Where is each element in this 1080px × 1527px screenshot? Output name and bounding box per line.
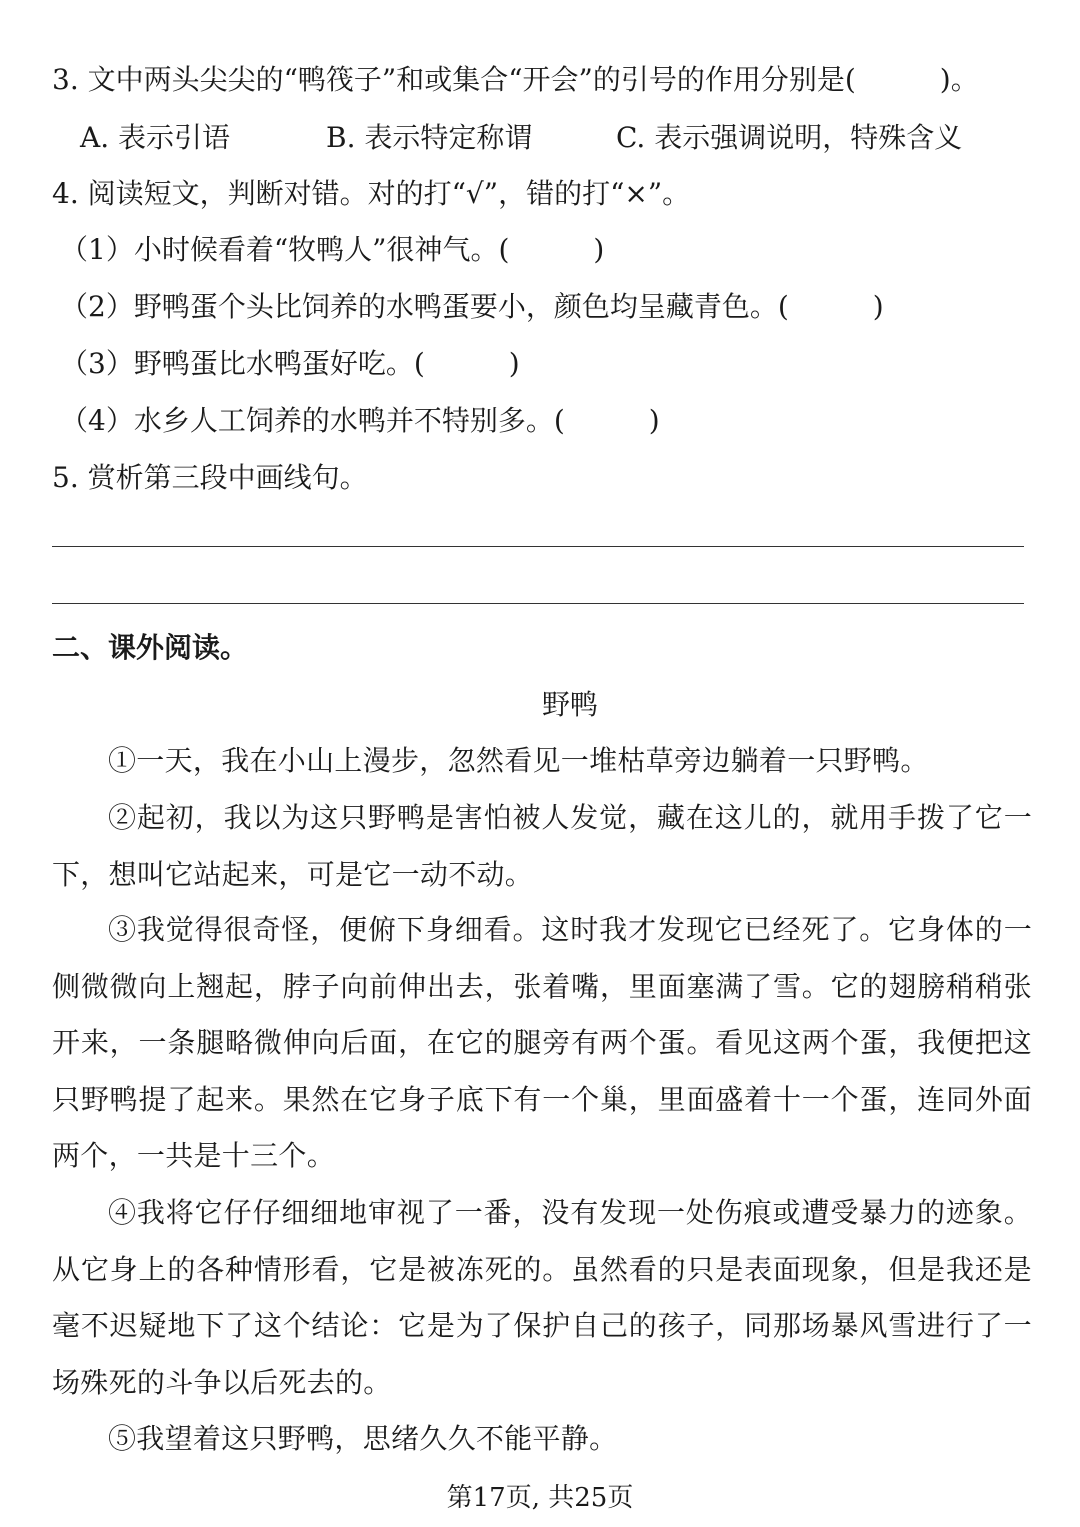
- answer-line-2: [52, 603, 1024, 604]
- passage-paragraph-1: ①一天，我在小山上漫步，忽然看见一堆枯草旁边躺着一只野鸭。: [108, 744, 929, 777]
- passage-title: 野鸭: [541, 688, 598, 721]
- question-4-item-1: （1）小时候看着“牧鸭人”很神气。( ): [60, 233, 605, 266]
- question-5: 5. 赏析第三段中画线句。: [52, 461, 368, 494]
- passage-paragraph-2: ②起初，我以为这只野鸭是害怕被人发觉，藏在这儿的，就用手拨了它一下，想叫它站起来，可是它一动不动。: [52, 801, 1032, 891]
- answer-line-1: [52, 546, 1024, 547]
- question-3-option-c: C. 表示强调说明，特殊含义: [616, 121, 963, 154]
- section-heading: 二、课外阅读。: [52, 631, 249, 664]
- question-3-option-b: B. 表示特定称谓: [326, 121, 533, 154]
- passage-paragraph-5: ⑤我望着这只野鸭，思绪久久不能平静。: [108, 1422, 618, 1455]
- question-4-item-2: （2）野鸭蛋个头比饲养的水鸭蛋要小，颜色均呈藏青色。( ): [60, 290, 884, 323]
- page-number: 第17页, 共25页: [446, 1483, 634, 1513]
- passage-paragraph-4: ④我将它仔仔细细地审视了一番，没有发现一处伤痕或遭受暴力的迹象。从它身上的各种情形看，它是被冻死的。虽然看的只是表面现象，但是我还是毫不迟疑地下了这个结论：它是为了保护自己的孩子，同那场暴风雪进行了一场殊死的斗争以后死去的。: [52, 1196, 1032, 1399]
- question-3-option-a: A. 表示引语: [80, 121, 231, 154]
- question-4-item-4: （4）水乡人工饲养的水鸭并不特别多。( ): [60, 404, 660, 437]
- question-3: 3. 文中两头尖尖的“鸭筏子”和或集合“开会”的引号的作用分别是( )。: [52, 63, 979, 96]
- question-4: 4. 阅读短文，判断对错。对的打“√”，错的打“×”。: [52, 177, 691, 210]
- question-4-item-3: （3）野鸭蛋比水鸭蛋好吃。( ): [60, 347, 520, 380]
- passage-paragraph-3: ③我觉得很奇怪，便俯下身细看。这时我才发现它已经死了。它身体的一侧微微向上翘起，脖子向前伸出去，张着嘴，里面塞满了雪。它的翅膀稍稍张开来，一条腿略微伸向后面，在它的腿旁有两个蛋。看见这两个蛋，我便把这只野鸭提了起来。果然在它身子底下有一个巢，里面盛着十一个蛋，连同外面两个，一共是十三个。: [52, 913, 1032, 1172]
